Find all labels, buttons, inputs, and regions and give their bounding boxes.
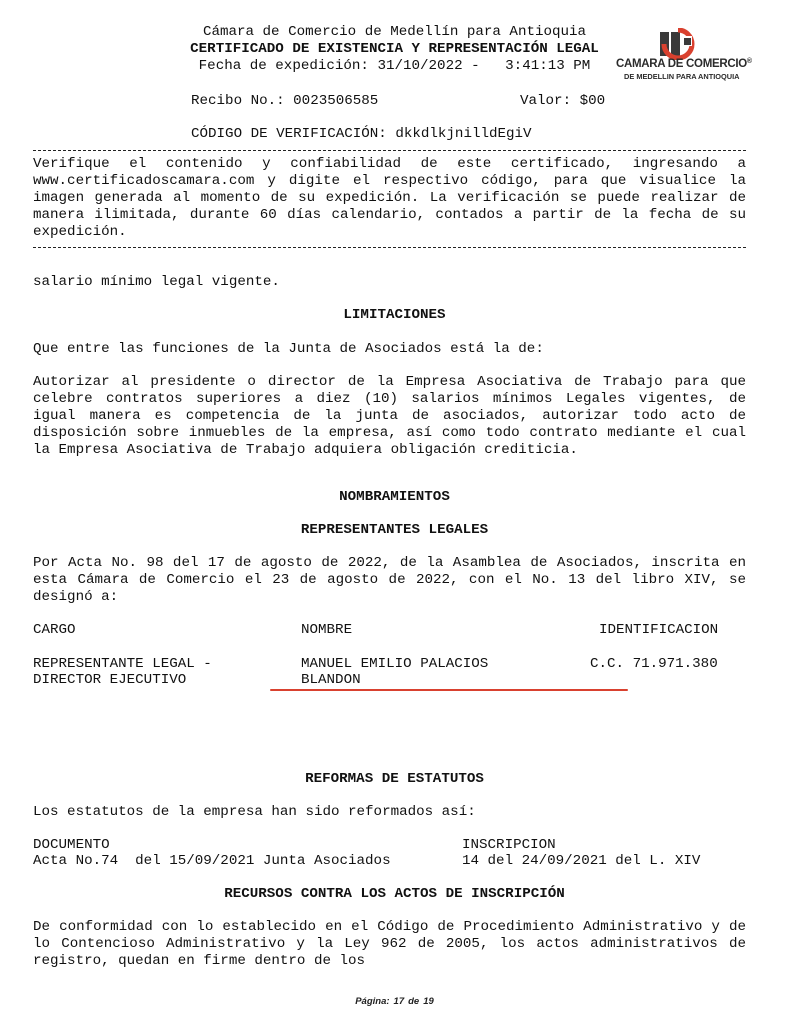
certificate-title: CERTIFICADO DE EXISTENCIA Y REPRESENTACIÓN LEGAL [190,41,599,57]
logo-registered-mark: ® [746,58,752,65]
table-row-nombre-line1: MANUEL EMILIO PALACIOS [301,656,489,672]
verification-code: CÓDIGO DE VERIFICACIÓN: dkkdlkjnilldEgiV [191,126,532,142]
acta-text: Por Acta No. 98 del 17 de agosto de 2022, de la Asamblea de Asociados, inscrita en esta Cámara de Comercio el 23 de agosto de 2022, con el No. 13 del libro XIV, se designó a: [33,555,746,605]
reformas-col-documento: DOCUMENTO [33,837,110,853]
dashed-divider-top [33,150,746,151]
receipt-value: Valor: $00 [520,93,606,109]
page-total: 19 [423,996,434,1007]
limitaciones-heading: LIMITACIONES [343,307,446,323]
page-label: Página: [355,996,390,1007]
page-separator: de [408,996,420,1007]
receipt-number: Recibo No.: 0023506585 [191,93,379,109]
logo-name-text: CAMARA DE COMERCIO [616,58,747,70]
reformas-row-inscripcion: 14 del 24/09/2021 del L. XIV [462,853,701,869]
table-header-identificacion: IDENTIFICACION [599,622,719,638]
logo-name [616,58,766,70]
table-row-identificacion: C.C. 71.971.380 [590,656,718,672]
reformas-intro: Los estatutos de la empresa han sido reformados así: [33,804,476,820]
reformas-row-documento: Acta No.74 del 15/09/2021 Junta Asociados [33,853,391,869]
table-header-cargo: CARGO [33,622,76,638]
representantes-heading: REPRESENTANTES LEGALES [300,522,489,538]
table-row-cargo-line2: DIRECTOR EJECUTIVO [33,672,187,688]
verification-notice: Verifique el contenido y confiabilidad de este certificado, ingresando a www.certificadoscamara.com y digite el respectivo código, para que visualice la imagen generada al momento de su expedición. La verificación se puede realizar de manera ilimitada, durante 60 días calendario, contados a partir de la fecha de su expedición. [33,156,746,240]
table-header-nombre: NOMBRE [301,622,353,638]
recursos-heading: RECURSOS CONTRA LOS ACTOS DE INSCRIPCIÓN [224,886,565,902]
chamber-name: Cámara de Comercio de Medellín para Antioquia [202,24,587,40]
dashed-divider-bottom [33,247,746,248]
chamber-logo [616,28,766,88]
recursos-text: De conformidad con lo establecido en el Código de Procedimiento Administrativo y de lo Contencioso Administrativo y la Ley 962 de 2005, los actos administrativos de registro, quedan en firme dentro de los [33,919,746,969]
salary-line: salario mínimo legal vigente. [33,274,280,290]
red-underline-mark [270,689,628,691]
chamber-logo-mark-icon [616,28,766,60]
page-footer [0,996,789,1007]
limitaciones-intro: Que entre las funciones de la Junta de Asociados está la de: [33,341,544,357]
issue-date: Fecha de expedición: 31/10/2022 - 3:41:13 PM [198,58,591,74]
table-row-nombre-line2: BLANDON [301,672,361,688]
reformas-col-inscripcion: INSCRIPCION [462,837,556,853]
reformas-heading: REFORMAS DE ESTATUTOS [305,771,484,787]
page-current: 17 [393,996,405,1007]
table-row-cargo-line1: REPRESENTANTE LEGAL - [33,656,212,672]
limitaciones-text: Autorizar al presidente o director de la Empresa Asociativa de Trabajo para que celebre contratos superiores a diez (10) salarios mínimos Legales vigentes, de igual manera es competencia de la junta de asociados, autorizar todo acto de disposición sobre inmuebles de la empresa, así como todo contrato mediante el cual la Empresa Asociativa de Trabajo adquiera obligación crediticia. [33,374,746,458]
logo-subtitle: DE MEDELLIN PARA ANTIOQUIA [624,72,740,81]
nombramientos-heading: NOMBRAMIENTOS [339,489,450,505]
